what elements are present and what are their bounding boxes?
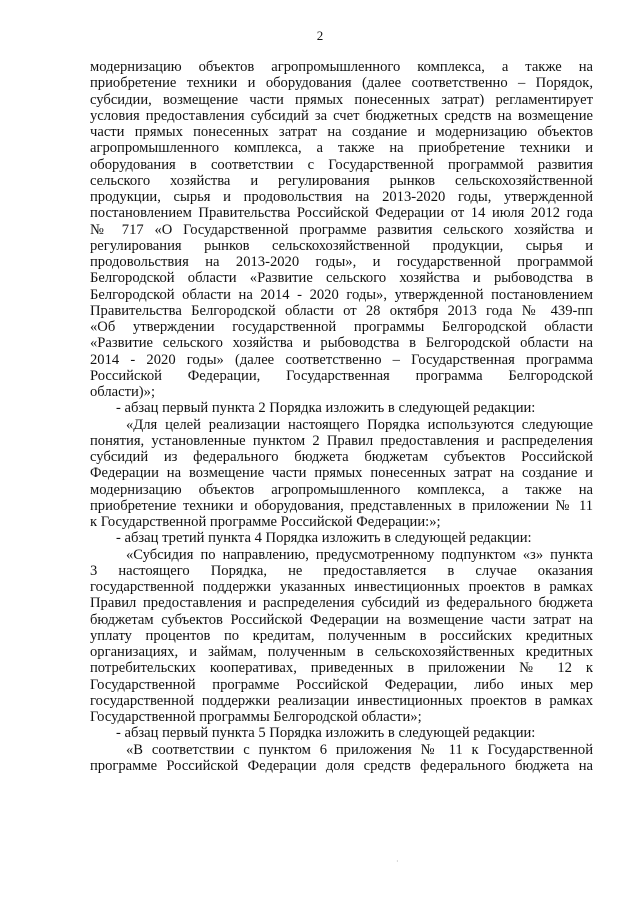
scan-speck: · — [396, 857, 399, 866]
text-line: постановлением Правительства Российской Федерации от 14 июля 2012 года — [90, 205, 593, 222]
text-line: «Развитие сельского хозяйства и рыбоводства в Белгородской области на — [90, 335, 593, 352]
page-number: 2 — [316, 28, 324, 43]
text-line: к Государственной программе Российской Федерации:»; — [90, 514, 441, 530]
text-line: продовольствия на 2013-2020 годы», и государственной программой — [90, 254, 593, 270]
text-line: 2014 - 2020 годы» (далее соответственно – Государственная программа — [90, 351, 593, 368]
paragraph-regulation-intro — [90, 59, 593, 400]
text-line: Правил предоставления и распределения субсидий из федерального бюджета — [90, 595, 593, 612]
text-line: - абзац первый пункта 5 Порядка изложить в следующей редакции: — [116, 725, 536, 742]
text-line: Правительства Белгородской области от 28 октября 2013 года № 439-пп — [90, 302, 593, 319]
text-line: - абзац первый пункта 2 Порядка изложить в следующей редакции: — [116, 400, 536, 417]
text-line: «В соответствии с пунктом 6 приложения № 11 к Государственной — [126, 741, 593, 758]
text-line: «Для целей реализации настоящего Порядка используются следующие — [126, 416, 593, 433]
document-body — [90, 59, 593, 774]
text-line: модернизацию объектов агропромышленного комплекса, а также на — [90, 59, 593, 75]
text-line: потребительских кооперативах, приведенных в приложении № 12 к — [90, 660, 593, 677]
text-line: Государственной программы Белгородской области»; — [90, 709, 422, 725]
paragraph-amendment-item-2 — [90, 400, 593, 530]
text-line: части прямых понесенных затрат на создание и модернизацию объектов — [90, 124, 593, 140]
paragraph-amendment-item-5 — [90, 725, 593, 774]
text-line: модернизацию объектов агропромышленного комплекса, а также на — [90, 481, 593, 498]
text-line: Российской Федерации, Государственная программа Белгородской — [90, 367, 593, 384]
text-line: уплату процентов по кредитам, полученным в российских кредитных — [90, 627, 593, 644]
text-line: организациях, и займам, полученным в сельскохозяйственных кредитных — [90, 644, 593, 660]
text-line: условия предоставления субсидий за счет бюджетных средств на возмещение — [90, 107, 593, 124]
text-line: «Субсидия по направлению, предусмотренному подпунктом «з» пункта — [126, 546, 593, 563]
text-line: оборудования в соответствии с Государственной программой развития — [90, 156, 593, 173]
text-line: Государственной программе Российской Федерации, либо иных мер — [90, 676, 593, 693]
text-line: - абзац третий пункта 4 Порядка изложить в следующей редакции: — [116, 530, 532, 547]
text-line: агропромышленного комплекса, а также на приобретение техники и — [90, 140, 593, 157]
text-line: субсидии, возмещение части прямых понесенных затрат) регламентирует — [90, 91, 593, 108]
text-line: Федерации на возмещение части прямых понесенных затрат на создание и — [90, 465, 593, 482]
text-line: программе Российской Федерации доля средств федерального бюджета на — [90, 757, 593, 774]
text-line: Белгородской области на 2014 - 2020 годы», утвержденной постановлением — [90, 286, 593, 303]
paragraph-amendment-item-4 — [90, 530, 593, 725]
text-line: Белгородской области «Развитие сельского хозяйства и рыбоводства в — [90, 270, 593, 287]
text-line: области)»; — [90, 384, 155, 400]
text-line: сельского хозяйства и регулирования рынков сельскохозяйственной — [90, 172, 593, 189]
text-line: 3 настоящего Порядка, не предоставляется в случае оказания — [90, 562, 593, 579]
text-line: приобретение техники и оборудования, представленных в приложении № 11 — [90, 497, 593, 514]
text-line: приобретение техники и оборудования (далее соответственно – Порядок, — [90, 75, 593, 92]
text-line: государственной поддержки указанных инвестиционных проектов в рамках — [90, 579, 593, 595]
text-line: субсидий из федерального бюджета бюджетам субъектов Российской — [90, 449, 593, 465]
text-line: регулирования рынков сельскохозяйственной продукции, сырья и — [90, 237, 593, 254]
text-line: бюджетам субъектов Российской Федерации на возмещение части затрат на — [90, 611, 593, 628]
text-line: государственной поддержки реализации инвестиционных проектов в рамках — [90, 692, 593, 709]
text-line: продукции, сырья и продовольствия на 2013-2020 годы, утвержденной — [90, 189, 593, 205]
text-line: № 717 «О Государственной программе развития сельского хозяйства и — [90, 221, 593, 238]
text-line: «Об утверждении государственной программы Белгородской области — [90, 319, 593, 335]
text-line: понятия, установленные пунктом 2 Правил предоставления и распределения — [90, 432, 593, 449]
